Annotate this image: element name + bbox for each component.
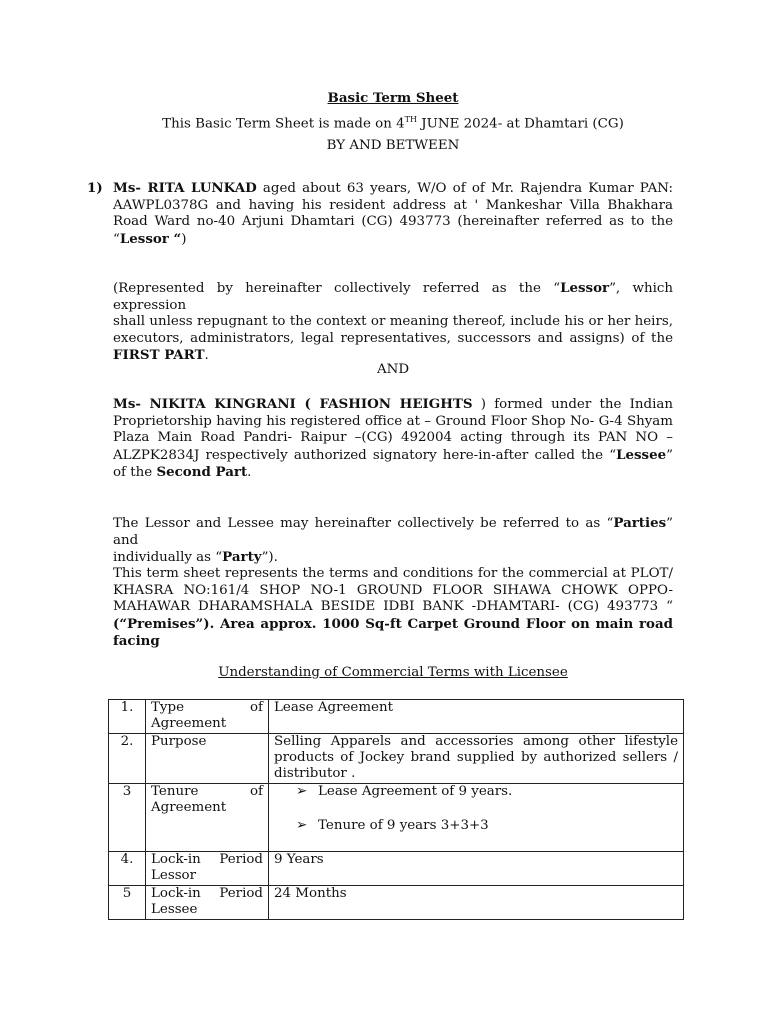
arrow-bullet-icon: ➢ xyxy=(296,818,308,833)
premises-line3: MAHAWAR DHARAMSHALA BESIDE IDBI BANK -DHAMTARI- (CG) 493773 “ xyxy=(113,599,673,615)
row-value: 24 Months xyxy=(269,886,684,920)
party1-number: 1) xyxy=(87,180,103,196)
premises-line2: KHASRA NO:161/4 SHOP NO-1 GROUND FLOOR SIHAWA CHOWK OPPO- xyxy=(113,582,673,598)
party1-line3: Road Ward no-40 Arjuni Dhamtari (CG) 493773 (hereinafter referred as to the xyxy=(113,214,673,230)
premises-line4: (“Premises”). Area approx. 1000 Sq-ft Carpet Ground Floor on main road xyxy=(113,615,673,632)
row-number: 3 xyxy=(109,784,146,852)
intro-line: This Basic Term Sheet is made on 4TH JUNE 2024- at Dhamtari (CG) xyxy=(162,115,624,132)
row-value xyxy=(269,784,684,852)
premises-paragraph xyxy=(113,566,673,651)
party2-line1: Ms- NIKITA KINGRANI ( FASHION HEIGHTS ) formed under the Indian xyxy=(113,396,673,412)
row-value: Selling Apparels and accessories among other lifestyle products of Jockey brand supplied by authorized sellers / distributor . xyxy=(269,734,684,784)
row-number: 5 xyxy=(109,886,146,920)
section-heading: Understanding of Commercial Terms with Licensee xyxy=(218,665,568,680)
table-row xyxy=(109,852,684,886)
party1-line1: Ms- RITA LUNKAD aged about 63 years, W/O of of Mr. Rajendra Kumar PAN: xyxy=(113,180,673,196)
party1-line2: AAWPL0378G and having his resident address at ' Mankeshar Villa Bhakhara xyxy=(113,197,673,213)
row-value: 9 Years xyxy=(269,852,684,886)
party1-line4: “Lessor “) xyxy=(113,230,187,247)
represented-line4: FIRST PART. xyxy=(113,347,209,364)
row-label: Tenure of Agreement xyxy=(146,784,269,852)
parties-line1: The Lessor and Lessee may hereinafter collectively be referred to as “Parties” and xyxy=(113,515,673,548)
table-row xyxy=(109,886,684,920)
arrow-bullet-icon: ➢ xyxy=(296,784,308,799)
table-row xyxy=(109,700,684,734)
and-separator: AND xyxy=(376,362,410,377)
party2-line4: ALZPK2834J respectively authorized signatory here-in-after called the “Lessee” xyxy=(113,446,673,463)
row-label: Lock-in Period Lessor xyxy=(146,852,269,886)
list-item: ➢ Tenure of 9 years 3+3+3 xyxy=(274,818,678,834)
table-row xyxy=(109,734,684,784)
party2-paragraph xyxy=(113,396,673,482)
row-number: 1. xyxy=(109,700,146,734)
represented-line3: executors, administrators, legal representatives, successors and assigns) of the xyxy=(113,330,673,346)
represented-line1: (Represented by hereinafter collectively referred as the “Lessor”, which expression xyxy=(113,280,673,313)
row-number: 2. xyxy=(109,734,146,784)
row-label: Type of Agreement xyxy=(146,700,269,734)
parties-line2: individually as “Party”). xyxy=(113,549,278,566)
list-item: ➢ Lease Agreement of 9 years. xyxy=(274,784,678,800)
premises-line5: facing xyxy=(113,633,160,650)
party2-line2: Proprietorship having his registered office at – Ground Floor Shop No- G-4 Shyam xyxy=(113,413,673,429)
party1-paragraph xyxy=(113,180,673,248)
row-label: Lock-in Period Lessee xyxy=(146,886,269,920)
document-title: Basic Term Sheet xyxy=(327,90,459,106)
parties-paragraph xyxy=(113,515,673,567)
premises-line1: This term sheet represents the terms and conditions for the commercial at PLOT/ xyxy=(113,566,673,581)
party2-line3: Plaza Main Road Pandri- Raipur –(CG) 492004 acting through its PAN NO – xyxy=(113,430,673,446)
represented-line2: shall unless repugnant to the context or meaning thereof, include his or her heirs, xyxy=(113,314,673,330)
represented-paragraph xyxy=(113,280,673,365)
terms-table xyxy=(108,699,684,920)
row-label: Purpose xyxy=(146,734,269,784)
table-row xyxy=(109,784,684,852)
row-number: 4. xyxy=(109,852,146,886)
row-value: Lease Agreement xyxy=(269,700,684,734)
by-and-between: BY AND BETWEEN xyxy=(326,138,460,153)
party2-line5: of the Second Part. xyxy=(113,464,252,481)
